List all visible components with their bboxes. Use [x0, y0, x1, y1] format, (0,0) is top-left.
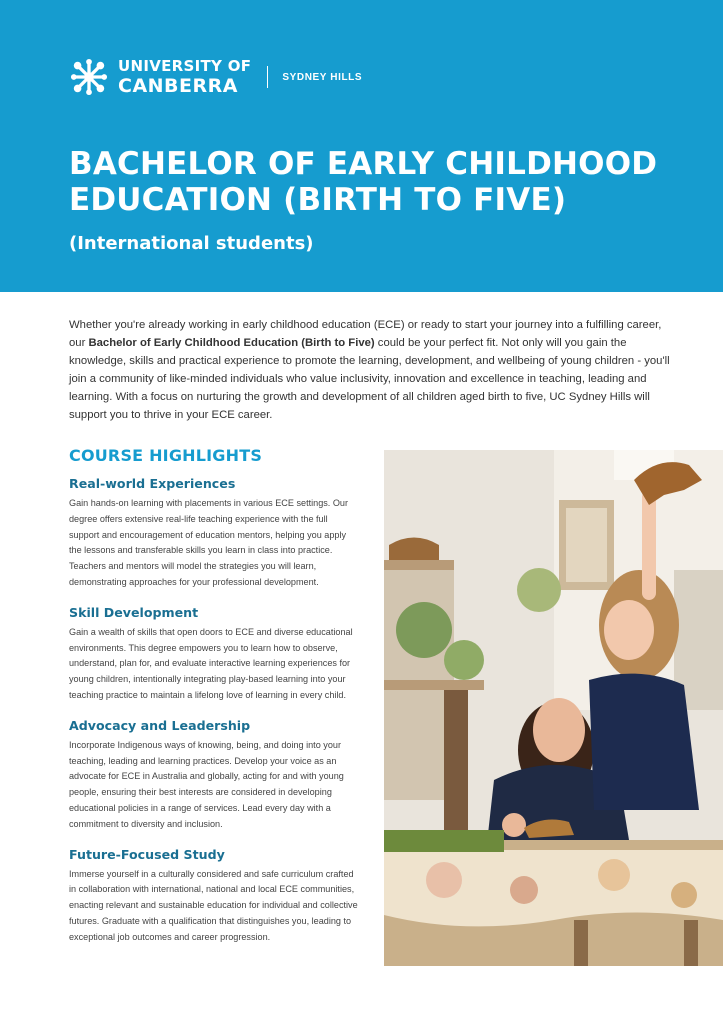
- title-line-2: EDUCATION (BIRTH TO FIVE): [69, 182, 567, 218]
- highlight-future-focused: [69, 847, 359, 946]
- university-logo[interactable]: [70, 58, 362, 96]
- canberra-logo-icon: [70, 58, 108, 96]
- highlights-list: [69, 476, 359, 960]
- header-banner: [0, 0, 723, 292]
- logo-divider: [267, 66, 268, 88]
- highlight-body: Gain hands-on learning with placements in various ECE settings. Our degree offers extensive real-life teaching experience with the full support and encouragement of education mentors, helping you apply the lessons and transferable skills you learn in class into practice. Teachers and mentors will model the strategies you will learn, demonstrating approaches for your professional development.: [69, 498, 349, 587]
- title-line-1: BACHELOR OF EARLY CHILDHOOD: [69, 146, 658, 182]
- highlight-skill-development: [69, 605, 359, 704]
- highlight-title: Real-world Experiences: [69, 476, 236, 491]
- intro-course-name: Bachelor of Early Childhood Education (Birth to Five): [88, 337, 375, 349]
- highlight-body: Incorporate Indigenous ways of knowing, being, and doing into your teaching, leading and learning practices. Develop your voice as an advocate for ECE in Australia and globally, acting for and with young people, ensuring their best interests are considered in developing educational policies in a range of services. Lead every day with a commitment to diversity and inclusion.: [69, 739, 344, 829]
- campus-label: SYDNEY HILLS: [282, 71, 363, 83]
- highlight-real-world: [69, 476, 359, 591]
- intro-paragraph: [69, 316, 677, 424]
- page-subtitle: (International students): [69, 233, 314, 254]
- highlight-advocacy: [69, 718, 359, 833]
- logo-line-2: CANBERRA: [118, 74, 238, 97]
- highlight-body: Gain a wealth of skills that open doors to ECE and diverse educational environments. This degree empowers you to learn how to observe, understand, plan for, and evaluate interactive learning experiences for young children, intentionally integrating play-based learning into your teaching practice to maintain a lifelong love of learning in every child.: [69, 626, 353, 700]
- highlight-title: Advocacy and Leadership: [69, 717, 251, 733]
- classroom-photo-illustration: [384, 450, 723, 966]
- highlight-body: Immerse yourself in a culturally considered and safe curriculum crafted in collaboration with international, national and local ECE communities, enacting relevant and sustainable education for individual and collective futures. Graduate with a qualification that distinguishes you, leading to exceptional job outcomes and career progression.: [69, 868, 358, 942]
- highlight-title: Future-Focused Study: [69, 846, 225, 862]
- logo-wordmark: [118, 56, 252, 97]
- intro-text-after: could be your perfect fit. Not only will you gain the knowledge, skills and practical experience to promote the learning, development, and wellbeing of young children - you'll join a community of like-minded individuals who value inclusivity, innovation and excellence in teaching, leading and learning. With a focus on nurturing the growth and development of all children aged birth to five, UC Sydney Hills will support you to thrive in your ECE career.: [69, 337, 670, 421]
- highlight-title: Skill Development: [69, 604, 199, 620]
- intro-text-before: Whether you're already working in early childhood education (ECE) or ready to start your journey into a fulfilling career, our: [69, 319, 662, 349]
- page-title: [69, 146, 657, 218]
- logo-line-1: UNIVERSITY OF: [118, 56, 252, 75]
- classroom-photo: [384, 450, 723, 966]
- course-highlights-heading: COURSE HIGHLIGHTS: [69, 446, 263, 465]
